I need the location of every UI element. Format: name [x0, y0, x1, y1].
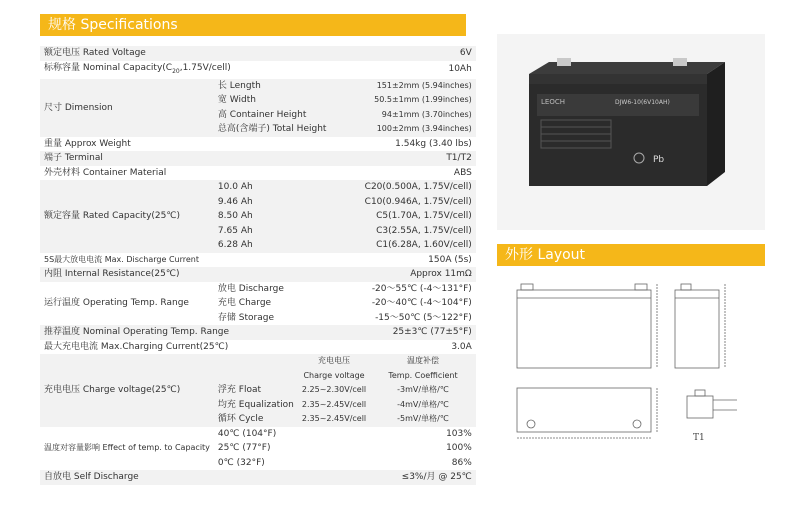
- rated-capacity-ah: 6.28 Ah: [214, 238, 298, 253]
- table-row: [40, 79, 476, 94]
- nominal-operating-temp-label: 推荐温度 Nominal Operating Temp. Range: [40, 325, 370, 340]
- rated-capacity-rate: C5(1.70A, 1.75V/cell): [298, 209, 476, 224]
- charge-voltage-label: 充电电压 Charge voltage(25℃): [40, 354, 214, 427]
- temp-effect-name: 40℃ (104°F): [214, 427, 298, 442]
- front-view: [517, 290, 651, 368]
- table-row: [40, 340, 476, 355]
- top-view: [517, 388, 651, 432]
- pb-symbol: Pb: [653, 155, 665, 165]
- nominal-capacity-value: 10Ah: [370, 61, 476, 79]
- charge-mode-coef: -5mV/单格/℃: [370, 412, 476, 427]
- operating-temp-name: 存储 Storage: [214, 311, 298, 326]
- side-view: [675, 290, 719, 368]
- dimension-length-label: 长 Length: [214, 79, 370, 94]
- terminal-negative-icon: [557, 58, 571, 66]
- operating-temp-name: 充电 Charge: [214, 296, 298, 311]
- temp-effect-name: 25℃ (77°F): [214, 441, 298, 456]
- charge-mode-coef: -3mV/单格/℃: [370, 383, 476, 398]
- operating-temp-name: 放电 Discharge: [214, 282, 298, 297]
- battery-model: DJW6-10(6V10AH): [615, 99, 670, 106]
- table-row: [40, 325, 476, 340]
- charge-mode-name: 循环 Cycle: [214, 412, 298, 427]
- dimension-height-value: 94±1mm (3.70inches): [370, 108, 476, 123]
- charge-mode-voltage: 2.35~2.45V/cell: [298, 398, 370, 413]
- internal-resistance-label: 内阻 Internal Resistance(25℃): [40, 267, 370, 282]
- table-row: [40, 427, 476, 442]
- dimension-width-label: 宽 Width: [214, 93, 370, 108]
- temp-effect-value: 103%: [298, 427, 476, 442]
- operating-temp-value: -15～50℃ (5～122°F): [298, 311, 476, 326]
- table-row: [40, 354, 476, 383]
- self-discharge-label: 自放电 Self Discharge: [40, 470, 370, 485]
- table-row: [40, 166, 476, 181]
- layout-header: 外形 Layout: [497, 244, 765, 266]
- rated-capacity-rate: C3(2.55A, 1.75V/cell): [298, 224, 476, 239]
- temp-coefficient-col-header: 温度补偿 Temp. Coefficient: [370, 354, 476, 383]
- self-discharge-value: ≤3%/月 @ 25℃: [370, 470, 476, 485]
- temp-effect-name: 0℃ (32°F): [214, 456, 298, 471]
- rated-capacity-ah: 7.65 Ah: [214, 224, 298, 239]
- battery-illustration: [497, 34, 765, 230]
- max-discharge-value: 150A (5s): [370, 253, 476, 268]
- nominal-capacity-label: 标称容量 Nominal $Capacity(C_{20},1.75V/cell)$: [40, 61, 370, 79]
- rated-capacity-label: 额定容量 Rated Capacity(25℃): [40, 180, 214, 253]
- table-row: [40, 253, 476, 268]
- battery-brand: LEOCH: [541, 98, 565, 106]
- weight-value: 1.54kg (3.40 lbs): [370, 137, 476, 152]
- battery-photo: [497, 34, 765, 230]
- internal-resistance-value: Approx 11mΩ: [370, 267, 476, 282]
- table-row: [40, 470, 476, 485]
- dimension-total-height-value: 100±2mm (3.94inches): [370, 122, 476, 137]
- specifications-table: [40, 46, 476, 485]
- temp-effect-value: 86%: [298, 456, 476, 471]
- operating-temp-value: -20～40℃ (-4～104°F): [298, 296, 476, 311]
- operating-temp-value: -20～55℃ (-4～131°F): [298, 282, 476, 297]
- terminal-type-label: T1: [693, 433, 705, 443]
- weight-label: 重量 Approx Weight: [40, 137, 370, 152]
- technical-drawing: [497, 270, 765, 450]
- rated-voltage-label: 额定电压 Rated Voltage: [40, 46, 370, 61]
- charge-voltage-col-header: 充电电压 Charge voltage: [298, 354, 370, 383]
- layout-drawings: [497, 270, 765, 450]
- specifications-header: 规格 Specifications: [40, 14, 466, 36]
- table-row: [40, 46, 476, 61]
- charge-mode-name: 浮充 Float: [214, 383, 298, 398]
- temp-effect-label: 温度对容量影响 Effect of temp. to Capacity: [40, 427, 214, 471]
- terminal-value: T1/T2: [370, 151, 476, 166]
- table-row: [40, 61, 476, 79]
- dimension-length-value: 151±2mm (5.94inches): [370, 79, 476, 94]
- rated-capacity-rate: C10(0.946A, 1.75V/cell): [298, 195, 476, 210]
- container-label: 外壳材料 Container Material: [40, 166, 370, 181]
- nominal-operating-temp-value: 25±3℃ (77±5°F): [370, 325, 476, 340]
- temp-effect-value: 100%: [298, 441, 476, 456]
- table-row: [40, 267, 476, 282]
- max-discharge-label: 5S最大放电电流 Max. Discharge Current: [40, 253, 370, 268]
- max-charging-label: 最大充电电流 Max.Charging Current(25℃): [40, 340, 370, 355]
- dimension-width-value: 50.5±1mm (1.99inches): [370, 93, 476, 108]
- rated-capacity-rate: C1(6.28A, 1.60V/cell): [298, 238, 476, 253]
- terminal-detail: [687, 396, 713, 418]
- rated-capacity-ah: 10.0 Ah: [214, 180, 298, 195]
- rated-capacity-rate: C20(0.500A, 1.75V/cell): [298, 180, 476, 195]
- table-row: [40, 151, 476, 166]
- max-charging-value: 3.0A: [370, 340, 476, 355]
- dimension-label: 尺寸 Dimension: [40, 79, 214, 137]
- dimension-height-label: 高 Container Height: [214, 108, 370, 123]
- charge-mode-coef: -4mV/单格/℃: [370, 398, 476, 413]
- terminal-positive-icon: [673, 58, 687, 66]
- rated-capacity-ah: 9.46 Ah: [214, 195, 298, 210]
- table-row: [40, 137, 476, 152]
- rated-capacity-ah: 8.50 Ah: [214, 209, 298, 224]
- container-value: ABS: [370, 166, 476, 181]
- operating-temp-label: 运行温度 Operating Temp. Range: [40, 282, 214, 326]
- rated-voltage-value: 6V: [370, 46, 476, 61]
- table-row: [40, 180, 476, 195]
- charge-mode-name: 均充 Equalization: [214, 398, 298, 413]
- dimension-total-height-label: 总高(含端子) Total Height: [214, 122, 370, 137]
- terminal-label: 端子 Terminal: [40, 151, 370, 166]
- charge-mode-voltage: 2.25~2.30V/cell: [298, 383, 370, 398]
- table-row: [40, 282, 476, 297]
- charge-mode-voltage: 2.35~2.45V/cell: [298, 412, 370, 427]
